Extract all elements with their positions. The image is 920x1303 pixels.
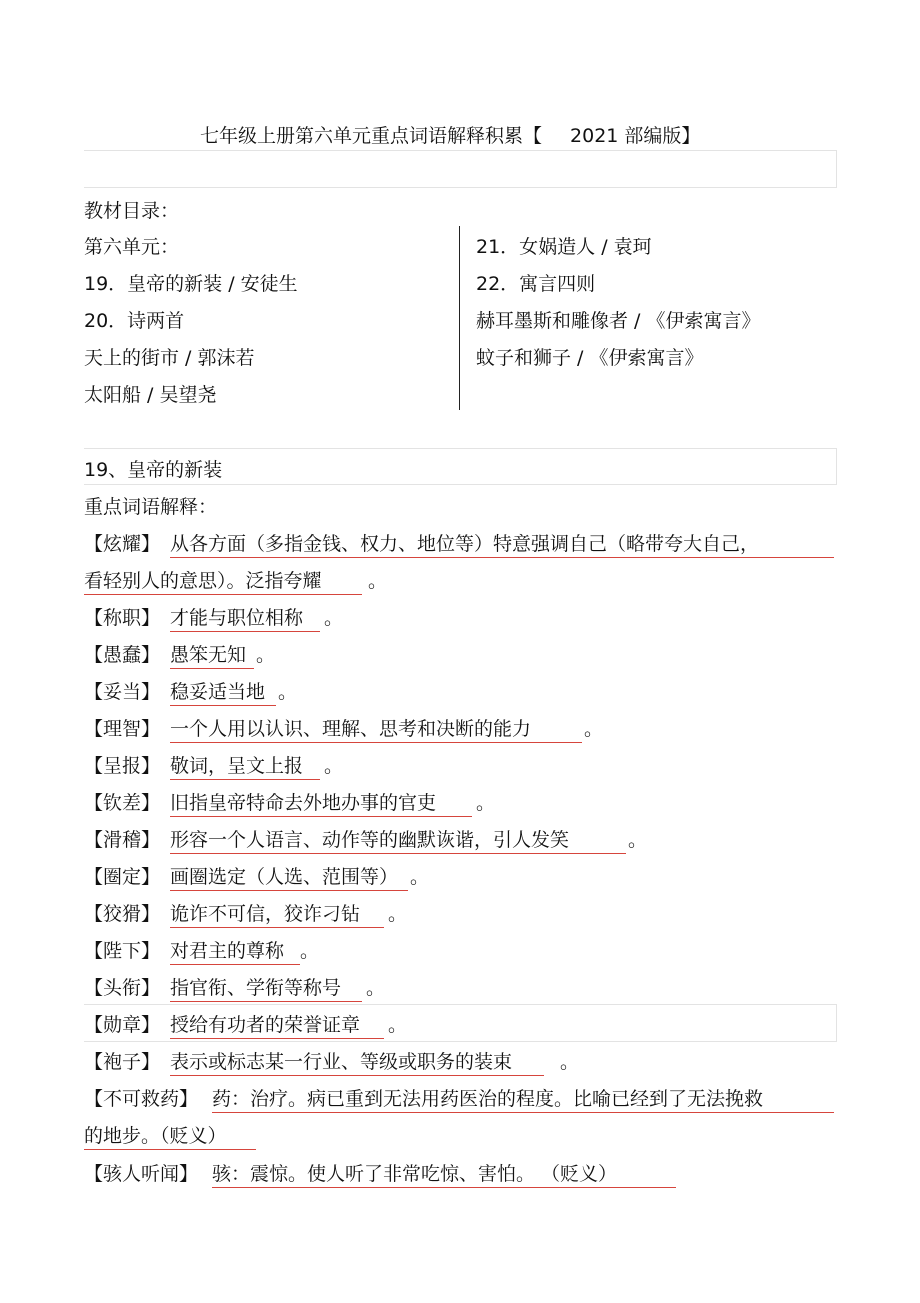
vocab-tail: 。 bbox=[388, 1014, 408, 1036]
vocab-tail: 。 bbox=[368, 570, 388, 592]
vocab-entry bbox=[84, 976, 836, 1006]
vocab-definition: 表示或标志某一行业、等级或职务的装束 bbox=[170, 1050, 544, 1076]
vocab-definition: 骇：震惊。使人听了非常吃惊、害怕。 （贬义） bbox=[212, 1162, 676, 1188]
vocab-tail: 。 bbox=[584, 718, 604, 740]
vocab-tail: 。 bbox=[628, 829, 648, 851]
vocab-tail: 。 bbox=[476, 792, 496, 814]
toc-right-item: 蚊子和狮子 / 《伊索寓言》 bbox=[476, 347, 704, 369]
page-title bbox=[200, 124, 700, 148]
vocab-definition: 才能与职位相称 bbox=[170, 606, 320, 632]
vocab-definition: 指官衔、学衔等称号 bbox=[170, 976, 362, 1002]
vocab-term: 【狡猾】 bbox=[84, 903, 161, 925]
vocab-definition: 一个人用以认识、理解、思考和决断的能力 bbox=[170, 717, 582, 743]
toc-left-item: 第六单元： bbox=[84, 236, 180, 258]
vocab-entry bbox=[84, 939, 836, 969]
vocab-term: 【陛下】 bbox=[84, 940, 161, 962]
vocab-term: 【不可救药】 bbox=[84, 1088, 199, 1110]
vocab-entry bbox=[84, 1050, 836, 1080]
title-main: 七年级上册第六单元重点词语解释积累【 bbox=[200, 125, 543, 147]
vocab-entry bbox=[84, 1013, 836, 1043]
vocab-term: 【袍子】 bbox=[84, 1051, 161, 1073]
vocab-entry bbox=[84, 606, 836, 636]
vocab-entry bbox=[84, 1087, 836, 1147]
toc-left-item: 20．诗两首 bbox=[84, 310, 185, 332]
vocab-entry bbox=[84, 791, 836, 821]
vocab-term: 【圈定】 bbox=[84, 866, 161, 888]
vocab-definition: 旧指皇帝特命去外地办事的官吏 bbox=[170, 791, 472, 817]
vocab-entry bbox=[84, 902, 836, 932]
vocab-term: 【勋章】 bbox=[84, 1014, 161, 1036]
vocab-tail: 。 bbox=[256, 644, 276, 666]
vocab-definition: 愚笨无知 bbox=[170, 643, 254, 669]
vocab-term: 【理智】 bbox=[84, 718, 161, 740]
vocab-definition: 画圈选定（人选、范围等） bbox=[170, 865, 408, 891]
toc-left-item: 天上的街市 / 郭沫若 bbox=[84, 347, 255, 369]
vocab-tail: 。 bbox=[388, 903, 408, 925]
vocab-tail: 。 bbox=[560, 1051, 580, 1073]
vocab-term: 【妥当】 bbox=[84, 681, 161, 703]
vocab-definition: 稳妥适当地 bbox=[170, 680, 276, 706]
vocab-entry bbox=[84, 532, 836, 592]
vocab-tail: 。 bbox=[300, 940, 320, 962]
vocab-term: 【炫耀】 bbox=[84, 533, 161, 555]
toc-right-item: 赫耳墨斯和雕像者 / 《伊索寓言》 bbox=[476, 310, 761, 332]
vocab-term: 【钦差】 bbox=[84, 792, 161, 814]
vocab-entry bbox=[84, 754, 836, 784]
vocab-definition: 形容一个人语言、动作等的幽默诙谐，引人发笑 bbox=[170, 828, 626, 854]
vocab-definition: 药：治疗。病已重到无法用药医治的程度。比喻已经到了无法挽救 bbox=[212, 1087, 834, 1113]
vocab-entry bbox=[84, 680, 836, 710]
vocab-tail: 。 bbox=[410, 866, 430, 888]
vocab-definition: 授给有功者的荣誉证章 bbox=[170, 1013, 384, 1039]
vocab-entry bbox=[84, 865, 836, 895]
vocab-entry bbox=[84, 1162, 836, 1192]
title-box bbox=[84, 150, 837, 188]
vocab-definition: 对君主的尊称 bbox=[170, 939, 300, 965]
toc-divider bbox=[459, 226, 460, 410]
vocab-definition: 从各方面（多指金钱、权力、地位等）特意强调自己（略带夸大自己， bbox=[170, 532, 834, 558]
vocab-entry bbox=[84, 828, 836, 858]
vocab-tail: 。 bbox=[324, 755, 344, 777]
vocab-entry bbox=[84, 717, 836, 747]
toc-left-item: 太阳船 / 吴望尧 bbox=[84, 384, 217, 406]
toc-right-item: 22．寓言四则 bbox=[476, 273, 596, 295]
vocab-term: 【滑稽】 bbox=[84, 829, 161, 851]
section-subtitle: 重点词语解释： bbox=[84, 496, 218, 518]
vocab-definition: 敬词，呈文上报 bbox=[170, 754, 320, 780]
vocab-tail: 。 bbox=[324, 607, 344, 629]
vocab-term: 【愚蠢】 bbox=[84, 644, 161, 666]
vocab-definition: 诡诈不可信，狡诈刁钻 bbox=[170, 902, 384, 928]
vocab-term: 【呈报】 bbox=[84, 755, 161, 777]
toc-right-item: 21．女娲造人 / 袁珂 bbox=[476, 236, 652, 258]
toc-heading: 教材目录： bbox=[84, 200, 180, 222]
vocab-entry bbox=[84, 643, 836, 673]
toc-left-item: 19．皇帝的新装 / 安徒生 bbox=[84, 273, 298, 295]
vocab-tail: 。 bbox=[366, 977, 386, 999]
title-edition: 2021 部编版】 bbox=[570, 125, 701, 147]
vocab-term: 【头衔】 bbox=[84, 977, 161, 999]
section-title: 19、皇帝的新装 bbox=[84, 459, 223, 481]
vocab-definition-cont: 看轻别人的意思）。泛指夸耀 bbox=[84, 569, 362, 595]
vocab-term: 【称职】 bbox=[84, 607, 161, 629]
vocab-term: 【骇人听闻】 bbox=[84, 1163, 199, 1185]
vocab-tail: 。 bbox=[278, 681, 298, 703]
vocab-definition-cont: 的地步。（贬义） bbox=[84, 1124, 256, 1150]
